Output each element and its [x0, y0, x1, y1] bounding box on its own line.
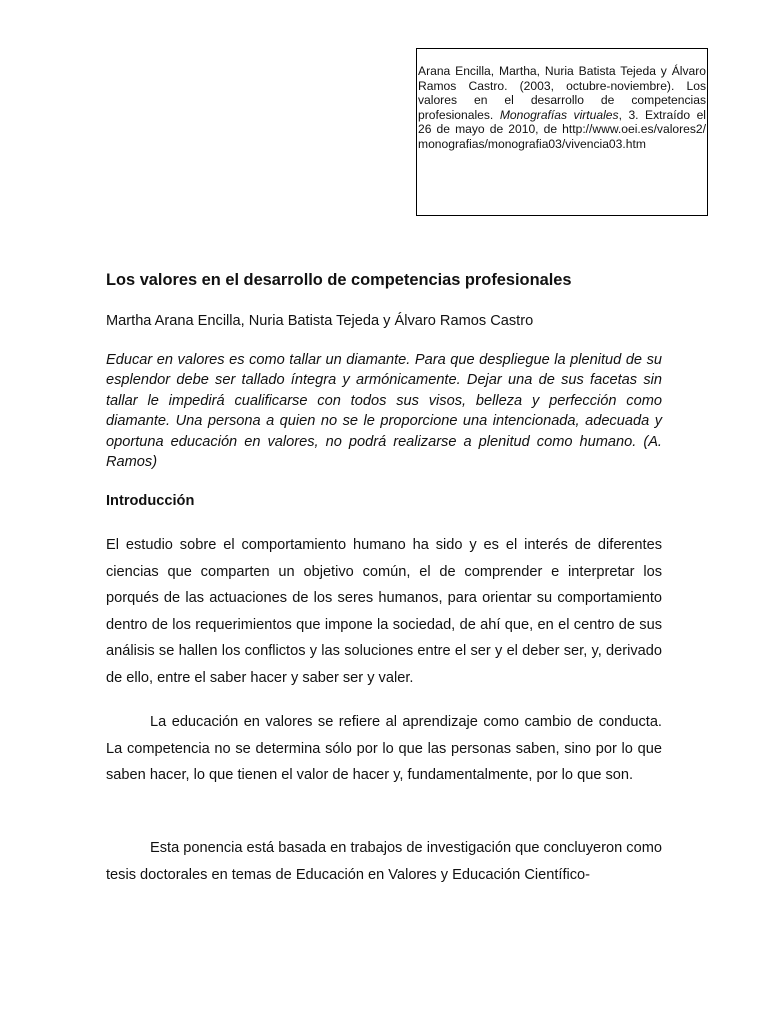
- epigraph-quote: Educar en valores es como tallar un diamante. Para que despliegue la plenitud de su esplendor debe ser tallado íntegra y armónicamente. Dejar una de sus facetas sin tallar le impedirá cualificarse con todos sus visos, belleza y perfección como diamante. Una persona a quien no se le proporcione una intencionada, adecuada y oportuna educación en valores, no podrá realizarse a plenitud como humano. (A. Ramos): [106, 352, 662, 471]
- document-authors: Martha Arana Encilla, Nuria Batista Tejeda y Álvaro Ramos Castro: [106, 313, 534, 329]
- body-paragraph: Esta ponencia está basada en trabajos de investigación que concluyeron como tesis doctorales en temas de Educación en Valores y Educación Científico-: [106, 840, 662, 883]
- section-heading-introduccion: Introducción: [106, 493, 195, 509]
- document-title: Los valores en el desarrollo de competencias profesionales: [106, 271, 572, 289]
- body-paragraph: El estudio sobre el comportamiento humano ha sido y es el interés de diferentes ciencias que comparten un objetivo común, el de comprender e interpretar los porqués de las actuaciones de los seres humanos, para orientar su comportamiento dentro de los requerimientos que impone la sociedad, de ahí que, en el centro de sus análisis se hallen los conflictos y las soluciones entre el ser y el deber ser, y, derivado de ello, entre el saber hacer y saber ser y valer.: [106, 537, 662, 686]
- citation-text: Arana Encilla, Martha, Nuria Batista Tejeda y Álvaro Ramos Castro. (2003, octubre-noviembre). Los valores en el desarrollo de competencias profesionales.: [418, 64, 706, 122]
- citation-journal: Monografías virtuales: [499, 107, 619, 122]
- body-paragraph: La educación en valores se refiere al aprendizaje como cambio de conducta. La competencia no se determina sólo por lo que las personas saben, sino por lo que saben hacer, lo que tienen el valor de hacer y, fundamentalmente, por lo que son.: [106, 714, 662, 784]
- citation-box: [416, 48, 708, 216]
- citation-source: , 3. Extraído el 26 de mayo de 2010, de http://www.oei.es/valores2/ monografias/monografia03/vivencia03.htm: [418, 107, 706, 151]
